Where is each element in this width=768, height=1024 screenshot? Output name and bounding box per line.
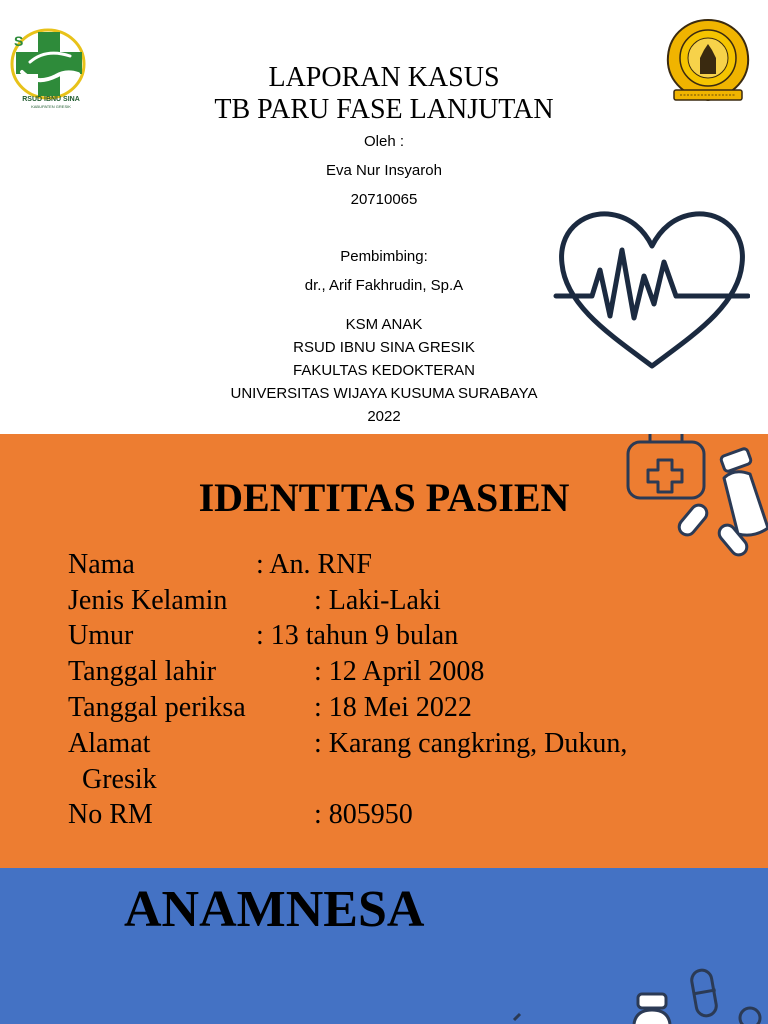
rsud-logo-sublabel: KABUPATEN GRESIK bbox=[31, 104, 71, 109]
field-label-nama: Nama bbox=[68, 549, 135, 580]
field-label-tanggal-periksa: Tanggal periksa bbox=[68, 692, 246, 723]
field-value-no-rm: : 805950 bbox=[314, 799, 413, 830]
supervisor-label: Pembimbing: bbox=[340, 248, 428, 265]
author-name: Eva Nur Insyaroh bbox=[326, 162, 442, 179]
field-value-nama: : An. RNF bbox=[256, 549, 372, 580]
rsud-logo-label: RSUD IBNU SINA bbox=[22, 96, 80, 103]
institution-line: FAKULTAS KEDOKTERAN bbox=[293, 362, 475, 379]
institution-line: RSUD IBNU SINA GRESIK bbox=[293, 339, 475, 356]
field-value-tanggal-lahir: : 12 April 2008 bbox=[314, 656, 485, 687]
field-label-tanggal-lahir: Tanggal lahir bbox=[68, 656, 217, 687]
field-value-umur: : 13 tahun 9 bulan bbox=[256, 620, 459, 651]
slide-title: IDENTITAS PASIEN bbox=[198, 475, 570, 520]
report-title-line1: LAPORAN KASUS bbox=[268, 62, 500, 93]
field-value-alamat-continuation: Gresik bbox=[82, 764, 157, 795]
medicine-bottle-capsule-icon bbox=[500, 964, 768, 1024]
anamnesa-slide bbox=[0, 868, 768, 1024]
supervisor-name: dr., Arif Fakhrudin, Sp.A bbox=[304, 277, 464, 294]
report-title-line2: TB PARU FASE LANJUTAN bbox=[214, 94, 554, 125]
field-value-jenis-kelamin: : Laki-Laki bbox=[314, 585, 441, 616]
svg-text:S: S bbox=[14, 33, 24, 49]
heartbeat-heart-icon bbox=[552, 206, 750, 376]
field-value-tanggal-periksa: : 18 Mei 2022 bbox=[314, 692, 472, 723]
by-label: Oleh : bbox=[363, 133, 405, 150]
author-id: 20710065 bbox=[350, 191, 418, 208]
field-label-jenis-kelamin: Jenis Kelamin bbox=[68, 585, 228, 616]
field-label-no-rm: No RM bbox=[68, 799, 153, 830]
field-label-umur: Umur bbox=[68, 620, 134, 651]
institution-line: KSM ANAK bbox=[345, 316, 423, 333]
institution-line: UNIVERSITAS WIJAYA KUSUMA SURABAYA bbox=[230, 385, 538, 402]
field-label-alamat: Alamat bbox=[68, 728, 151, 759]
title-slide bbox=[0, 0, 768, 434]
slide-title: ANAMNESA bbox=[124, 881, 425, 938]
patient-identity-slide bbox=[0, 434, 768, 868]
field-value-alamat: : Karang cangkring, Dukun, bbox=[314, 728, 628, 759]
institution-line: 2022 bbox=[367, 408, 401, 425]
